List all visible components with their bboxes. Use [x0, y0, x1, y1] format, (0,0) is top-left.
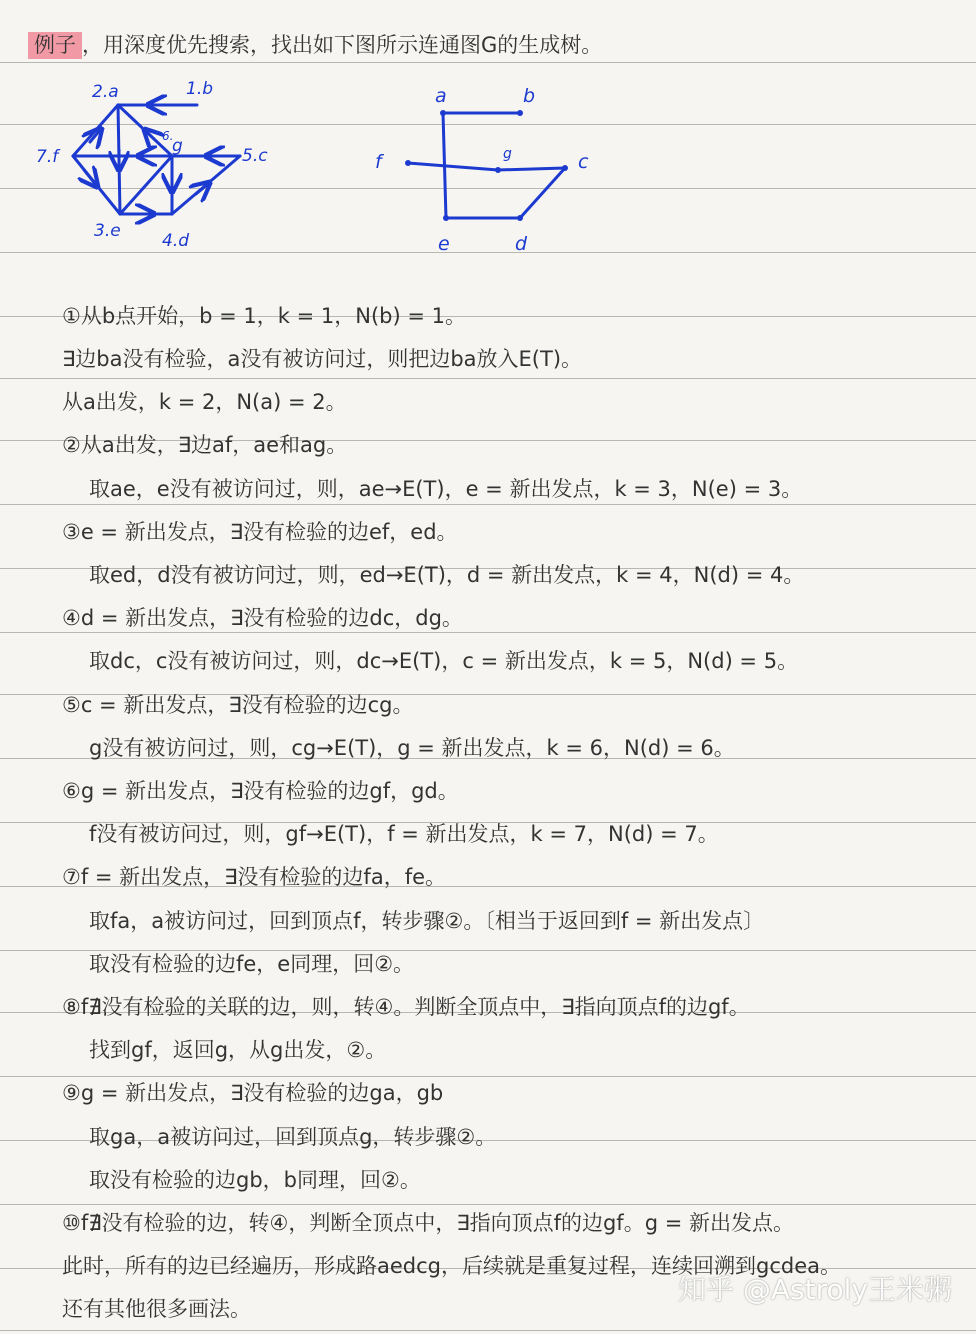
tree-label-a: a	[435, 85, 447, 107]
step-6-detail: f没有被访问过，则，gf→E(T)，f = 新出发点，k = 7，N(d) = 7。	[89, 822, 719, 846]
graph-figure	[0, 60, 700, 265]
spanning-tree	[408, 113, 565, 218]
watermark: 知乎 @Astroly王米粥	[678, 1273, 952, 1306]
edge-af	[73, 105, 118, 156]
label-d: 4.d	[162, 231, 190, 251]
tree-label-b: b	[523, 85, 536, 107]
step-7-detail: 取fa，a被访问过，回到顶点f，转步骤②。〔相当于返回到f = 新出发点〕	[89, 909, 765, 933]
step-1-from-a: 从a出发，k = 2，N(a) = 2。	[62, 390, 347, 414]
tree-label-g: g	[503, 146, 512, 162]
step-1-detail: ∃边ba没有检验，a没有被访问过，则把边ba放入E(T)。	[62, 347, 583, 371]
step-4-detail: 取dc，c没有被访问过，则，dc→E(T)，c = 新出发点，k = 5，N(d) = 5。	[89, 649, 799, 673]
label-a: 2.a	[92, 82, 119, 102]
step-4: ④d = 新出发点，∃没有检验的边dc，dg。	[62, 606, 463, 630]
label-b: 1.b	[186, 79, 214, 99]
step-2: ②从a出发，∃边af，ae和ag。	[62, 433, 348, 457]
step-8: ⑧f∄没有检验的关联的边，则，转④。判断全顶点中，∃指向顶点f的边gf。	[62, 995, 750, 1019]
step-1: ①从b点开始，b = 1，k = 1，N(b) = 1。	[62, 304, 466, 328]
tree-label-c: c	[578, 151, 589, 173]
step-3-detail: 取ed，d没有被访问过，则，ed→E(T)，d = 新出发点，k = 4，N(d) = 4。	[89, 563, 805, 587]
closing-note: 还有其他很多画法。	[62, 1297, 251, 1321]
tree-label-f: f	[375, 151, 382, 173]
title-text: ，用深度优先搜索，找出如下图所示连通图G的生成树。	[82, 33, 603, 57]
step-6: ⑥g = 新出发点，∃没有检验的边gf，gd。	[62, 779, 459, 803]
step-2-detail: 取ae，e没有被访问过，则，ae→E(T)，e = 新出发点，k = 3，N(e) = 3。	[89, 477, 803, 501]
step-9-detail: 取ga，a被访问过，回到顶点g，转步骤②。	[89, 1125, 497, 1149]
label-g: g	[172, 136, 183, 156]
title-tag: 例子	[28, 32, 82, 59]
label-e: 3.e	[94, 221, 121, 241]
title	[28, 28, 602, 62]
step-5: ⑤c = 新出发点，∃没有检验的边cg。	[62, 693, 414, 717]
step-9-detail-2: 取没有检验的边gb，b同理，回②。	[89, 1168, 421, 1192]
edge-eg	[120, 156, 172, 214]
step-7-detail-2: 取没有检验的边fe，e同理，回②。	[89, 952, 415, 976]
label-f: 7.f	[36, 147, 59, 167]
tree-label-e: e	[438, 233, 450, 255]
label-g-num: 6.	[162, 129, 174, 143]
step-5-detail: g没有被访问过，则，cg→E(T)，g = 新出发点，k = 6，N(d) = 6。	[89, 736, 735, 760]
graph-g	[73, 105, 240, 214]
step-8-detail: 找到gf，返回g，从g出发，②。	[89, 1038, 387, 1062]
step-9: ⑨g = 新出发点，∃没有检验的边ga，gb	[62, 1081, 444, 1105]
summary: 此时，所有的边已经遍历，形成路aedcg，后续就是重复过程，连续回溯到gcdea。	[62, 1254, 841, 1278]
label-c: 5.c	[242, 146, 268, 166]
step-10: ⑩f∄没有检验的边，转④，判断全顶点中，∃指向顶点f的边gf。g = 新出发点。	[62, 1211, 794, 1235]
step-7: ⑦f = 新出发点，∃没有检验的边fa，fe。	[62, 865, 447, 889]
step-3: ③e = 新出发点，∃没有检验的边ef，ed。	[62, 520, 458, 544]
tree-label-d: d	[515, 233, 528, 255]
